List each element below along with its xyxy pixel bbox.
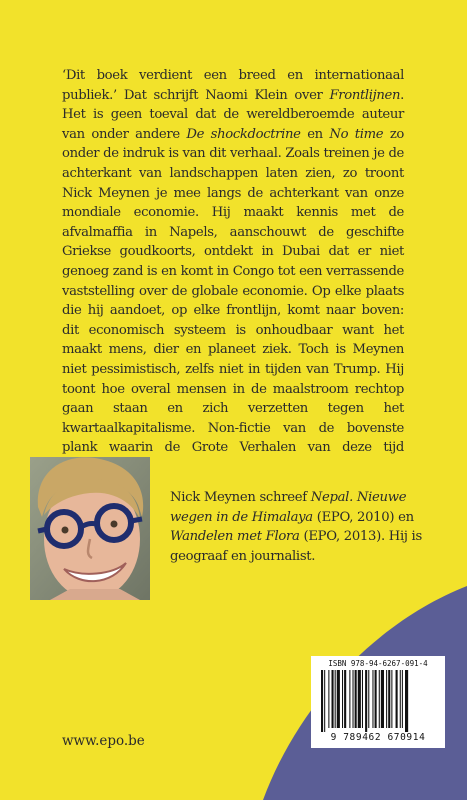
- barcode-bar: [342, 670, 343, 728]
- barcode-bar: [368, 670, 369, 728]
- title-frontlijnen: Frontlijnen: [329, 87, 401, 103]
- title-notime: No time: [329, 126, 384, 142]
- barcode-bar: [353, 670, 354, 728]
- barcode-box: [311, 656, 445, 748]
- barcode-bar: [365, 670, 367, 732]
- title-shockdoctrine: De shockdoctrine: [186, 126, 301, 142]
- barcode-bar: [388, 670, 390, 728]
- barcode-bar: [379, 670, 380, 728]
- blurb-text: [62, 66, 404, 477]
- isbn-label: ISBN 978-94-6267-091-4: [328, 659, 428, 668]
- barcode-bar: [362, 670, 363, 728]
- barcode-bars: [319, 670, 437, 732]
- barcode-bar: [355, 670, 357, 728]
- barcode-bar: [344, 670, 346, 728]
- barcode-bar: [335, 670, 336, 728]
- barcode-bar: [375, 670, 377, 728]
- author-photo: [30, 457, 150, 600]
- isbn-digits: 9 789462 670914: [330, 732, 426, 743]
- publisher-url[interactable]: www.epo.be: [62, 733, 145, 749]
- barcode-bar: [349, 670, 350, 728]
- blurb-part2: . Het is geen toeval dat de wereldberoemde auteur van onder andere: [62, 87, 404, 142]
- barcode-bar: [405, 670, 408, 732]
- barcode-bar: [328, 670, 329, 728]
- barcode-bar: [321, 670, 323, 732]
- blurb-part3: en: [300, 126, 330, 142]
- bio-start: Nick Meynen schreef: [170, 490, 311, 505]
- author-bio: [170, 488, 438, 566]
- barcode-bar: [358, 670, 361, 728]
- barcode-bar: [402, 670, 403, 728]
- blurb-part4: zo onder de indruk is van dit verhaal. Zoals treinen je de achterkant van landschappen laten zien, zo troont Nick Meynen je mee langs de achterkant van onze mondiale economie. Hij maakt kennis met de afvalmaffia in Napels, aanschouwt de geschifte Griekse goudkoorts, ontdekt in Dubai dat er niet genoeg zand is en komt in Congo tot een verrassende vaststelling over de globale economie. Op elke plaats die hij aandoet, op elke frontlijn, komt naar boven: dit economisch systeem is onhoudbaar want het maakt mens, dier en planeet ziek. Toch is Meynen niet pessimistisch, zelfs niet in tijden van Trump. Hij toont hoe overal mensen in de maalstroom rechtop gaan staan en zich verzetten tegen het kwartaalkapitalisme. Non-fictie van de bovenste plank waarin de Grote Verhalen van deze tijd: [62, 126, 405, 456]
- book-title-nepal: Nepal. Nieuwe wegen in de Himalaya: [170, 490, 407, 525]
- barcode-bar: [324, 670, 325, 732]
- bio-mid: (EPO, 2010) en: [312, 509, 414, 525]
- barcode-bar: [381, 670, 384, 728]
- barcode-bar: [332, 670, 334, 728]
- blurb-quote: ‘Dit boek verdient een breed en internationaal publiek.’ Dat schrijft Naomi Klein over: [62, 68, 404, 103]
- barcode-bar: [386, 670, 387, 728]
- book-title-wandelen: Wandelen met Flora: [170, 529, 300, 545]
- barcode-bar: [400, 670, 401, 728]
- bio-end: (EPO, 2013). Hij is geograaf en journalist.: [170, 529, 422, 564]
- barcode-bar: [372, 670, 373, 728]
- barcode-bar: [391, 670, 392, 728]
- barcode-bar: [337, 670, 340, 728]
- barcode-bar: [396, 670, 398, 728]
